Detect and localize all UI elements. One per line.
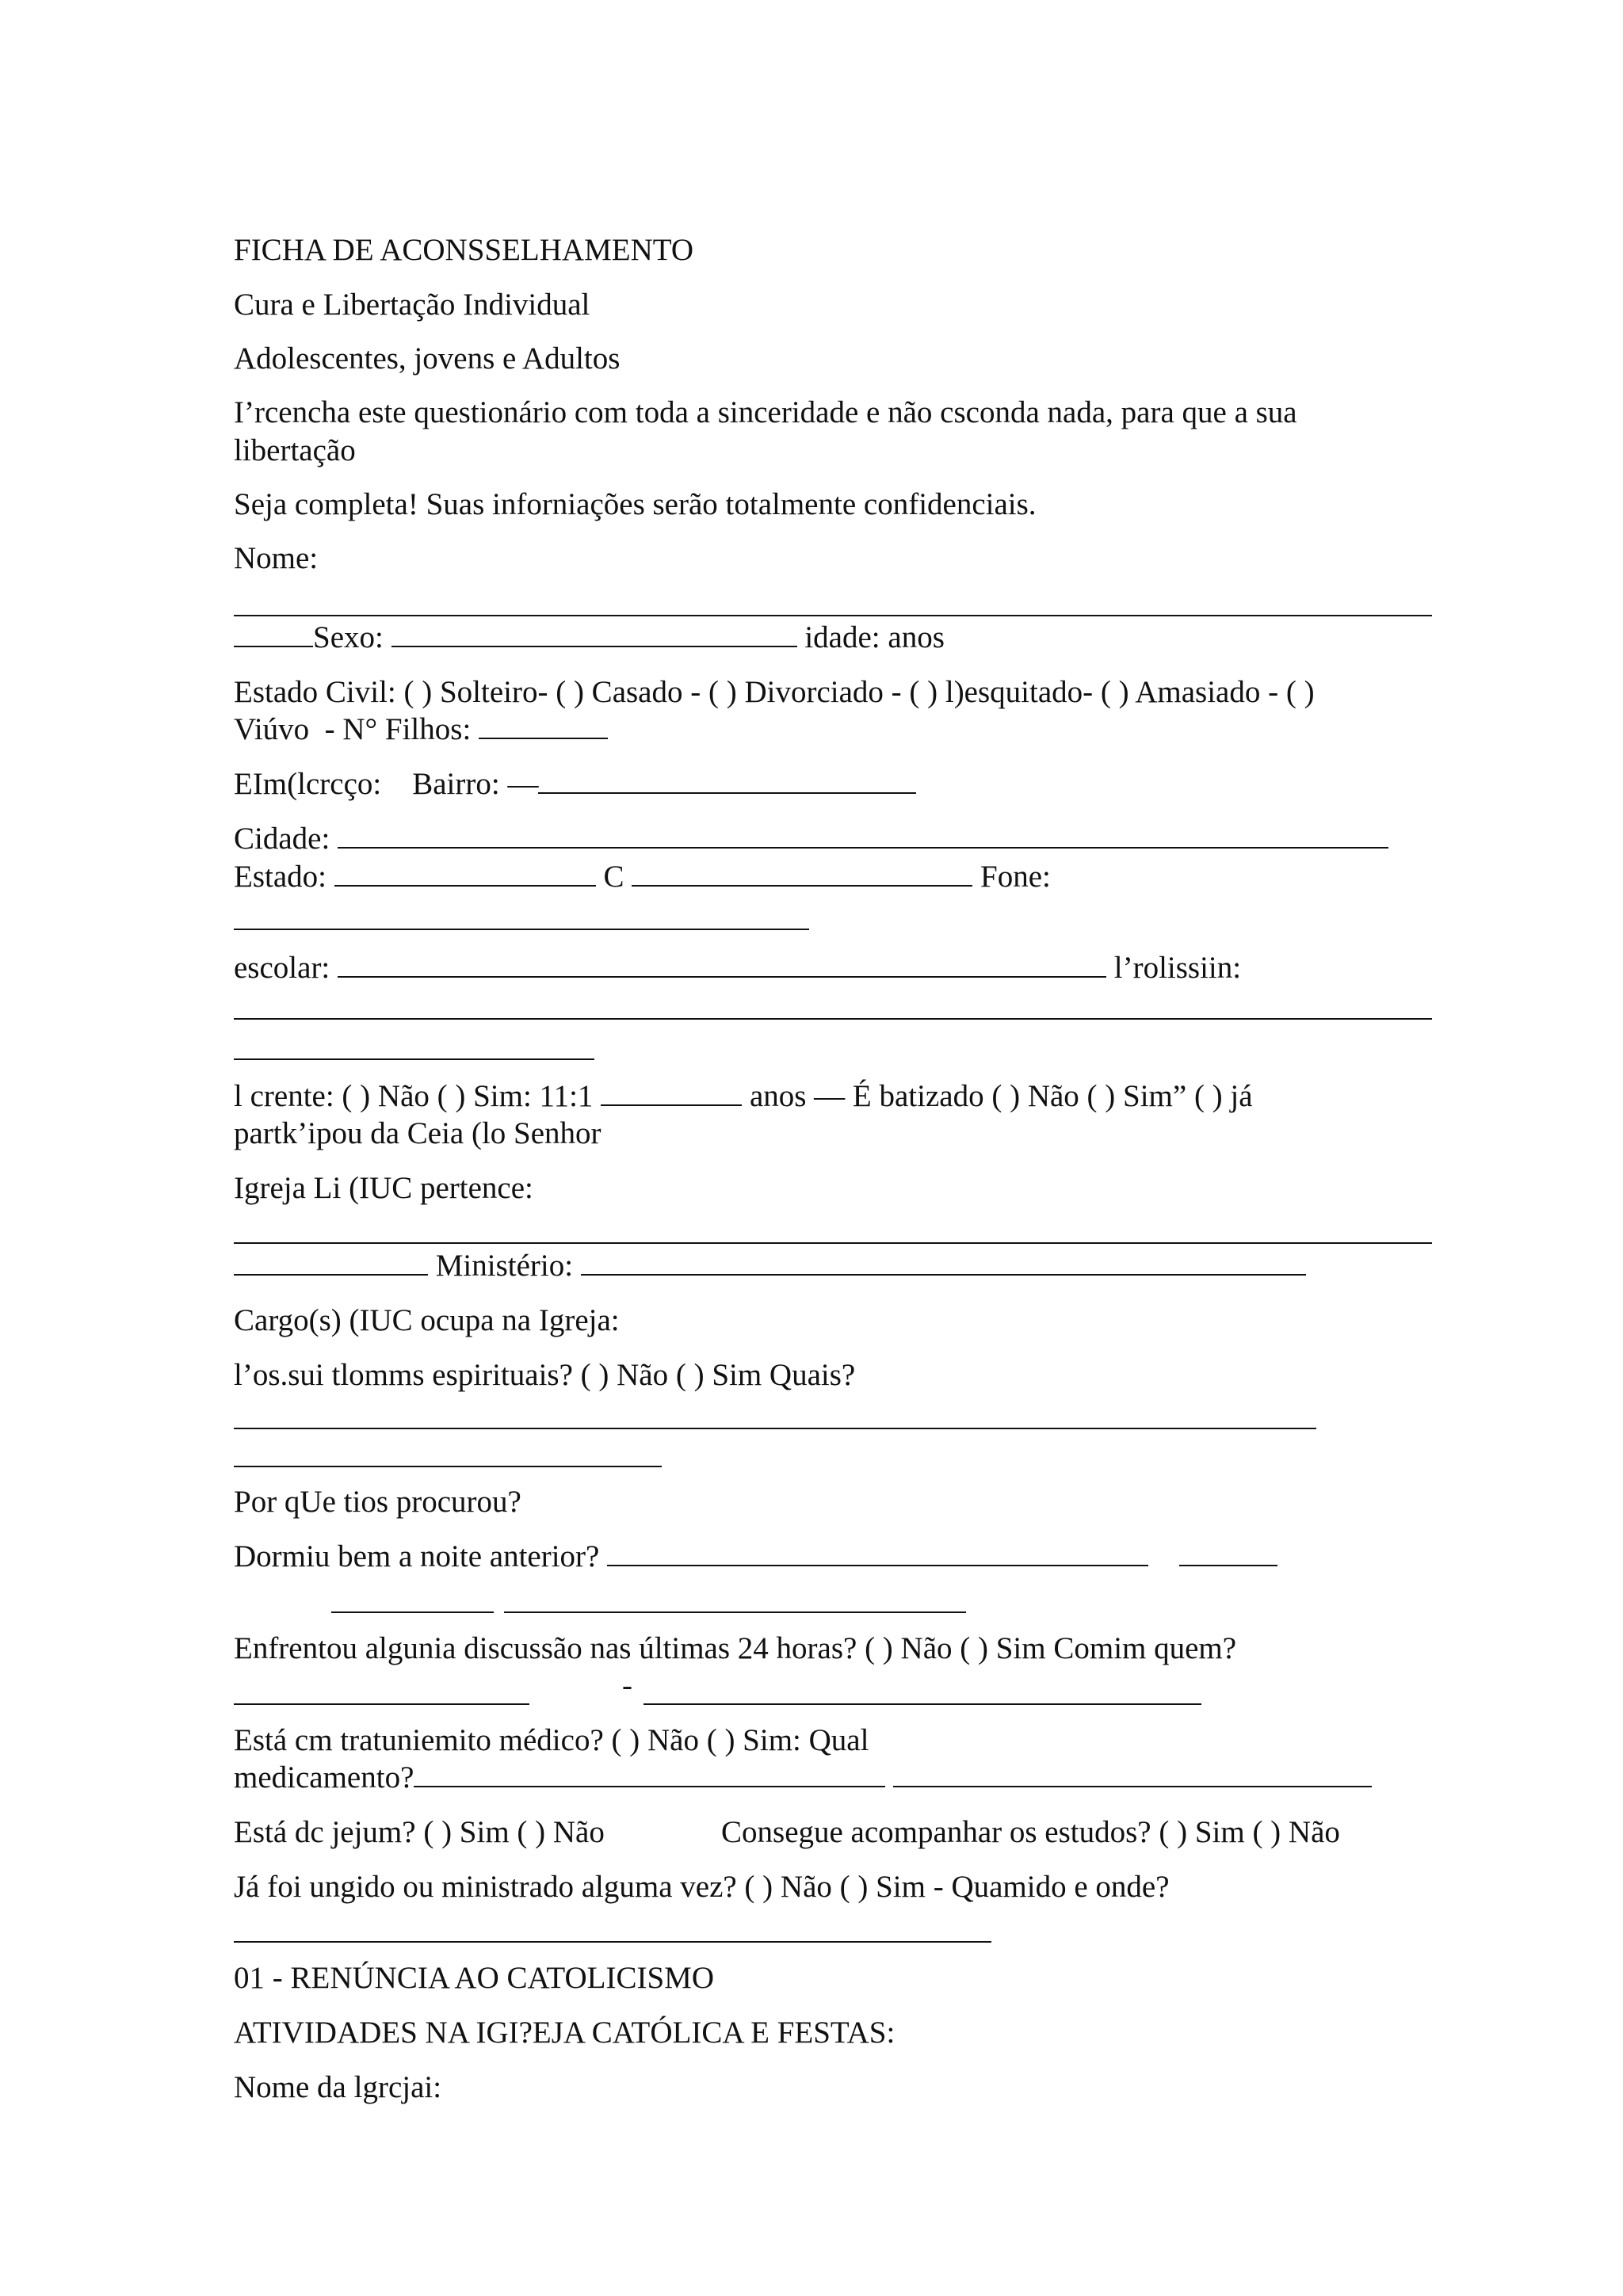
discussao-blank-2[interactable] bbox=[643, 1703, 1201, 1705]
profissao-blank-1[interactable] bbox=[234, 1018, 1432, 1020]
estado-label: Estado: bbox=[234, 860, 327, 894]
tratamento-row-2 bbox=[234, 1760, 1372, 1796]
profissao-blank-2[interactable] bbox=[234, 1058, 594, 1060]
dormiu-label: Dormiu bem a noite anterior? bbox=[234, 1539, 600, 1573]
estado-civil-line-1: Estado Civil: ( ) Solteiro- ( ) Casado - ( ) Divorciado - ( ) l)esquitado- ( ) Amasiado - ( ) bbox=[234, 675, 1315, 709]
profissao-label: l’rolissiin: bbox=[1113, 951, 1242, 985]
form-subtitle-cura: Cura e Libertação Individual bbox=[234, 288, 590, 322]
estado-civil-row-2 bbox=[234, 711, 608, 748]
igreja-continuation-blank[interactable] bbox=[234, 1249, 428, 1276]
dormiu-row bbox=[234, 1539, 1277, 1575]
igreja-blank[interactable] bbox=[234, 1242, 1432, 1244]
escolar-row bbox=[234, 950, 1241, 986]
escolar-label: escolar: bbox=[234, 951, 330, 985]
ministerio-label: Ministério: bbox=[435, 1249, 574, 1283]
endereco-row bbox=[234, 766, 916, 803]
ceia-line: partk’ipou da Ceia (lo Senhor bbox=[234, 1116, 601, 1150]
section-heading: 01 - RENÚNCIA AO CATOLICISMO bbox=[234, 1961, 714, 1995]
endereco-label: EIm(lcrcço: bbox=[234, 767, 382, 801]
discussao-dash: - bbox=[622, 1669, 632, 1703]
medicamento-blank-2[interactable] bbox=[893, 1760, 1372, 1787]
dons-blank-1[interactable] bbox=[234, 1428, 1316, 1429]
dons-label: l’os.sui tlomms espirituais? ( ) Não ( ) Sim Quais? bbox=[234, 1358, 856, 1392]
bairro-label: Bairro: — bbox=[412, 767, 539, 801]
estado-row bbox=[234, 859, 1051, 895]
fone-blank[interactable] bbox=[234, 929, 809, 930]
dormiu-blank-3[interactable] bbox=[331, 1611, 494, 1613]
sexo-blank[interactable] bbox=[391, 620, 797, 647]
cargos-label: Cargo(s) (IUC ocupa na Igreja: bbox=[234, 1303, 620, 1337]
batizado-label: anos — É batizado ( ) Não ( ) Sim” ( ) já bbox=[749, 1079, 1253, 1113]
cep-blank[interactable] bbox=[632, 860, 972, 887]
form-title: FICHA DE ACONSSELHAMENTO bbox=[234, 233, 694, 267]
estudos-label: Consegue acompanhar os estudos? ( ) Sim ( ) Não bbox=[721, 1815, 1340, 1849]
discussao-blank-1[interactable] bbox=[234, 1703, 529, 1705]
jejum-label: Está dc jejum? ( ) Sim ( ) Não bbox=[234, 1815, 605, 1849]
nome-continuation-blank[interactable] bbox=[234, 620, 313, 647]
estado-civil-line-2: Viúvo - N° Filhos: bbox=[234, 712, 472, 746]
nome-label: Nome: bbox=[234, 541, 319, 575]
cidade-row bbox=[234, 821, 1388, 857]
intro-text-line-3: Seja completa! Suas inforniações serão totalmente confidenciais. bbox=[234, 487, 1037, 521]
estado-blank[interactable] bbox=[334, 860, 596, 887]
nome-blank[interactable] bbox=[234, 615, 1432, 616]
ministerio-blank[interactable] bbox=[581, 1249, 1306, 1276]
dormiu-blank[interactable] bbox=[607, 1539, 1148, 1566]
ministerio-row bbox=[234, 1248, 1306, 1284]
cidade-label: Cidade: bbox=[234, 822, 330, 856]
intro-text-line-2: libertação bbox=[234, 433, 356, 467]
escolar-blank[interactable] bbox=[338, 951, 1106, 978]
igreja-label: Igreja Li (IUC pertence: bbox=[234, 1171, 533, 1205]
ungido-blank[interactable] bbox=[234, 1941, 991, 1943]
crente-row-1 bbox=[234, 1078, 1253, 1115]
dormiu-blank-2[interactable] bbox=[1179, 1539, 1277, 1566]
medicamento-label: medicamento? bbox=[234, 1760, 414, 1794]
form-subtitle-audience: Adolescentes, jovens e Adultos bbox=[234, 341, 621, 376]
crente-anos-blank[interactable] bbox=[601, 1079, 742, 1106]
cidade-blank[interactable] bbox=[338, 822, 1388, 849]
section-subheading: ATIVIDADES NA IGI?EJA CATÓLICA E FESTAS: bbox=[234, 2016, 896, 2050]
sexo-idade-row bbox=[234, 620, 945, 656]
ungido-label: Já foi ungido ou ministrado alguma vez? ( ) Não ( ) Sim - Quamido e onde? bbox=[234, 1870, 1170, 1904]
fone-label: Fone: bbox=[980, 860, 1051, 894]
tratamento-line-1: Está cm tratuniemito médico? ( ) Não ( ) Sim: Qual bbox=[234, 1723, 869, 1757]
crente-label: l crente: ( ) Não ( ) Sim: 11:1 bbox=[234, 1079, 594, 1113]
cep-label: C bbox=[603, 860, 624, 894]
dons-blank-2[interactable] bbox=[234, 1466, 662, 1467]
discussao-label: Enfrentou algunia discussão nas últimas 24 horas? ( ) Não ( ) Sim Comim quem? bbox=[234, 1631, 1237, 1665]
intro-text-line-1: I’rcencha este questionário com toda a sinceridade e não csconda nada, para que a sua bbox=[234, 395, 1297, 429]
filhos-blank[interactable] bbox=[479, 712, 608, 739]
bairro-blank[interactable] bbox=[538, 767, 916, 794]
sexo-label: Sexo: bbox=[313, 620, 384, 654]
nome-igreja-label: Nome da lgrcjai: bbox=[234, 2070, 442, 2104]
idade-label: idade: anos bbox=[804, 620, 945, 654]
medicamento-blank[interactable] bbox=[414, 1760, 885, 1787]
procurou-label: Por qUe tios procurou? bbox=[234, 1485, 521, 1519]
dormiu-blank-4[interactable] bbox=[504, 1611, 966, 1613]
